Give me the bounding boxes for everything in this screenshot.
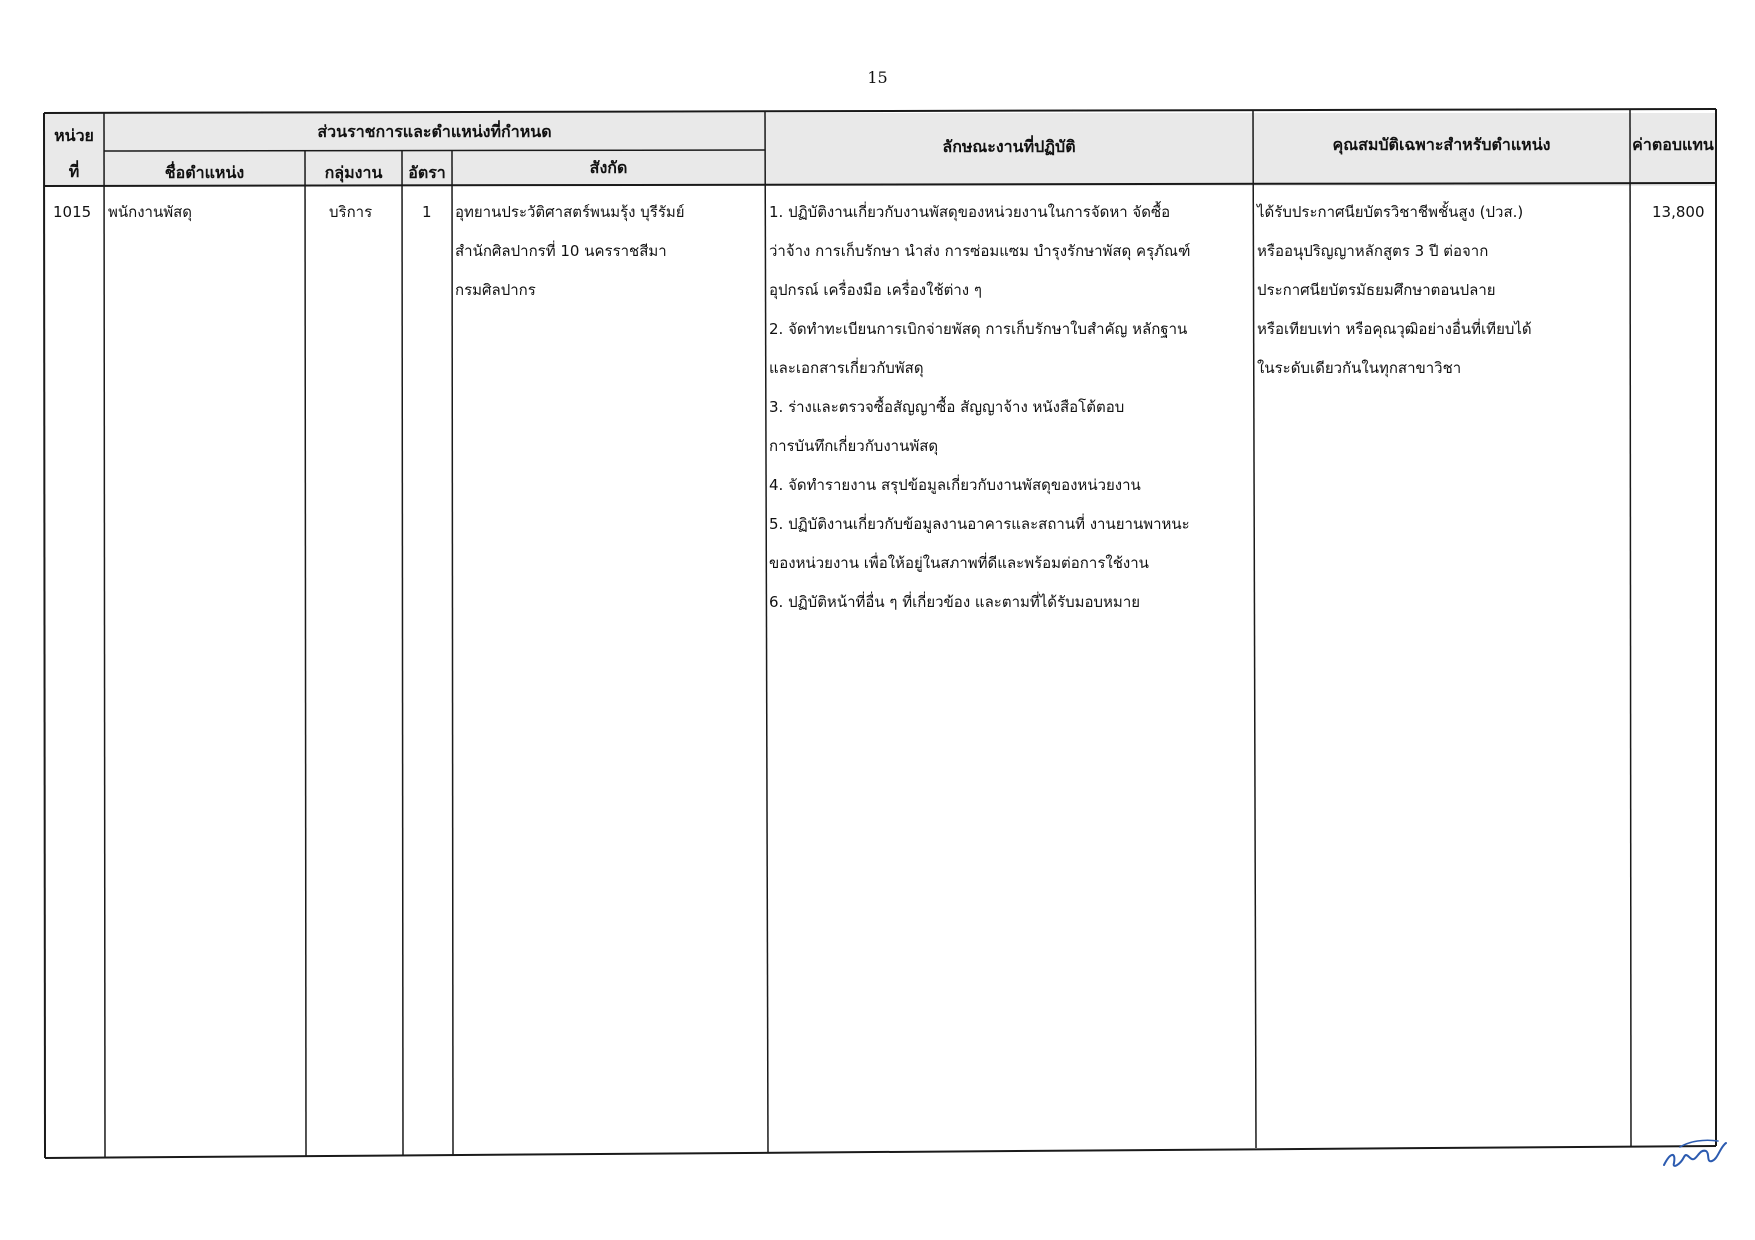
affiliation-line: กรมศิลปากร xyxy=(455,281,536,299)
header-rate: อัตรา xyxy=(408,163,446,182)
affiliation-line: สำนักศิลปากรที่ 10 นครราชสีมา xyxy=(455,242,667,260)
unit-no-cell: 1015 xyxy=(53,203,92,221)
qualifications-line: ได้รับประกาศนียบัตรวิชาชีพชั้นสูง (ปวส.) xyxy=(1257,203,1524,221)
header-unit-no-line1: หน่วย xyxy=(54,126,94,145)
work-group-cell: บริการ xyxy=(329,203,373,221)
header-unit-no-line2: ที่ xyxy=(68,162,80,181)
qualifications-line: หรืออนุปริญญาหลักสูตร 3 ปี ต่อจาก xyxy=(1257,242,1489,260)
affiliation-line: อุทยานประวัติศาสตร์พนมรุ้ง บุรีรัมย์ xyxy=(455,203,685,221)
qualifications-line: หรือเทียบเท่า หรือคุณวุฒิอย่างอื่นที่เทียบได้ xyxy=(1257,320,1532,338)
page-number: 15 xyxy=(867,68,888,87)
job-description-line: ของหน่วยงาน เพื่อให้อยู่ในสภาพที่ดีและพร้อมต่อการใช้งาน xyxy=(769,554,1149,572)
header-work-group: กลุ่มงาน xyxy=(324,163,383,182)
rate-cell: 1 xyxy=(422,203,432,221)
qualifications-line: ในระดับเดียวกันในทุกสาขาวิชา xyxy=(1257,359,1462,377)
handwritten-initials xyxy=(1660,1135,1730,1175)
compensation-cell: 13,800 xyxy=(1652,203,1705,221)
job-description-line: การบันทึกเกี่ยวกับงานพัสดุ xyxy=(769,437,939,455)
job-description-line: และเอกสารเกี่ยวกับพัสดุ xyxy=(769,359,924,377)
job-description-line: 4. จัดทำรายงาน สรุปข้อมูลเกี่ยวกับงานพัสดุของหน่วยงาน xyxy=(769,476,1141,494)
qualifications-line: ประกาศนียบัตรมัธยมศึกษาตอนปลาย xyxy=(1257,281,1496,299)
header-job-description: ลักษณะงานที่ปฏิบัติ xyxy=(942,137,1076,156)
header-compensation: ค่าตอบแทน xyxy=(1632,135,1714,154)
job-description-line: 6. ปฏิบัติหน้าที่อื่น ๆ ที่เกี่ยวข้อง และตามที่ได้รับมอบหมาย xyxy=(769,593,1141,611)
job-description-line: 3. ร่างและตรวจซื้อสัญญาซื้อ สัญญาจ้าง หนังสือโต้ตอบ xyxy=(769,398,1125,416)
job-description-line: 1. ปฏิบัติงานเกี่ยวกับงานพัสดุของหน่วยงานในการจัดหา จัดซื้อ xyxy=(769,203,1171,221)
header-group: ส่วนราชการและตำแหน่งที่กำหนด xyxy=(317,122,552,141)
header-affiliation: สังกัด xyxy=(589,158,628,177)
position-name-cell: พนักงานพัสดุ xyxy=(108,203,193,221)
job-description-line: 5. ปฏิบัติงานเกี่ยวกับข้อมูลงานอาคารและสถานที่ งานยานพาหนะ xyxy=(769,515,1190,533)
job-description-line: 2. จัดทำทะเบียนการเบิกจ่ายพัสดุ การเก็บรักษาใบสำคัญ หลักฐาน xyxy=(769,320,1188,338)
job-description-line: อุปกรณ์ เครื่องมือ เครื่องใช้ต่าง ๆ xyxy=(769,281,982,299)
job-description-line: ว่าจ้าง การเก็บรักษา นำส่ง การซ่อมแซม บำรุงรักษาพัสดุ ครุภัณฑ์ xyxy=(769,242,1191,260)
header-position-name: ชื่อตำแหน่ง xyxy=(164,163,245,182)
header-qualifications: คุณสมบัติเฉพาะสำหรับตำแหน่ง xyxy=(1332,135,1551,154)
